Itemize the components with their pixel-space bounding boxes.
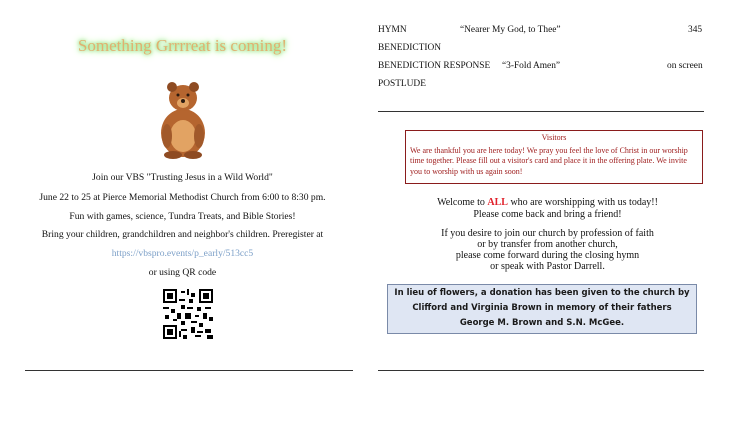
left-divider [25, 370, 353, 371]
program-divider [378, 111, 704, 112]
vbs-activities-line: Fun with games, science, Tundra Treats, and Bible Stories! [69, 211, 296, 222]
welcome-line [380, 197, 715, 209]
response-note: on screen [667, 61, 703, 71]
qr-code[interactable] [163, 289, 213, 339]
vbs-invite-line: Bring your children, grandchildren and neighbor's children. Preregister at [41, 229, 324, 240]
preregister-link[interactable]: https://vbspro.events/p_early/513cc5 [111, 248, 254, 259]
visitors-box [405, 130, 703, 184]
welcome-return-line: Please come back and bring a friend! [473, 209, 622, 220]
join-line-4: or speak with Pastor Darrell. [490, 261, 605, 272]
vbs-theme-line: Join our VBS "Trusting Jesus in a Wild World" [92, 172, 273, 183]
right-divider [378, 370, 704, 371]
hymn-title: “Nearer My God, to Thee” [460, 25, 561, 35]
visitors-title: Visitors [541, 133, 567, 142]
benediction-label: BENEDICTION [378, 43, 442, 53]
flowers-donation-box: In lieu of flowers, a donation has been given to the church by Clifford and Virginia Brown in memory of their fathers George M. Brown and S.N. McGee. [387, 284, 697, 334]
welcome-text: Welcome to [437, 197, 488, 208]
bear-illustration [145, 78, 221, 160]
hymn-label: HYMN [378, 25, 407, 35]
welcome-emphasis: ALL [487, 197, 508, 208]
response-title: “3-Fold Amen” [502, 61, 561, 71]
vbs-headline: Something Grrrreat is coming! [77, 36, 288, 55]
join-line-1: If you desire to join our church by profession of faith [441, 228, 654, 239]
welcome-text-end: who are worshipping with us today!! [507, 197, 658, 208]
hymn-number: 345 [688, 25, 703, 35]
join-line-3: please come forward during the closing hymn [455, 250, 640, 261]
visitors-message: We are thankful you are here today! We pray you feel the love of Christ in our worship time together. Please fill out a visitor's card and place it in the offering plate. We invite you to worship with us again soon! [410, 145, 688, 176]
qr-caption: or using QR code [148, 267, 217, 278]
response-label: BENEDICTION RESPONSE [378, 61, 491, 71]
join-line-2: or by transfer from another church, [477, 239, 618, 250]
vbs-dates-line: June 22 to 25 at Pierce Memorial Methodist Church from 6:00 to 8:30 pm. [39, 192, 326, 203]
postlude-label: POSTLUDE [378, 79, 426, 89]
